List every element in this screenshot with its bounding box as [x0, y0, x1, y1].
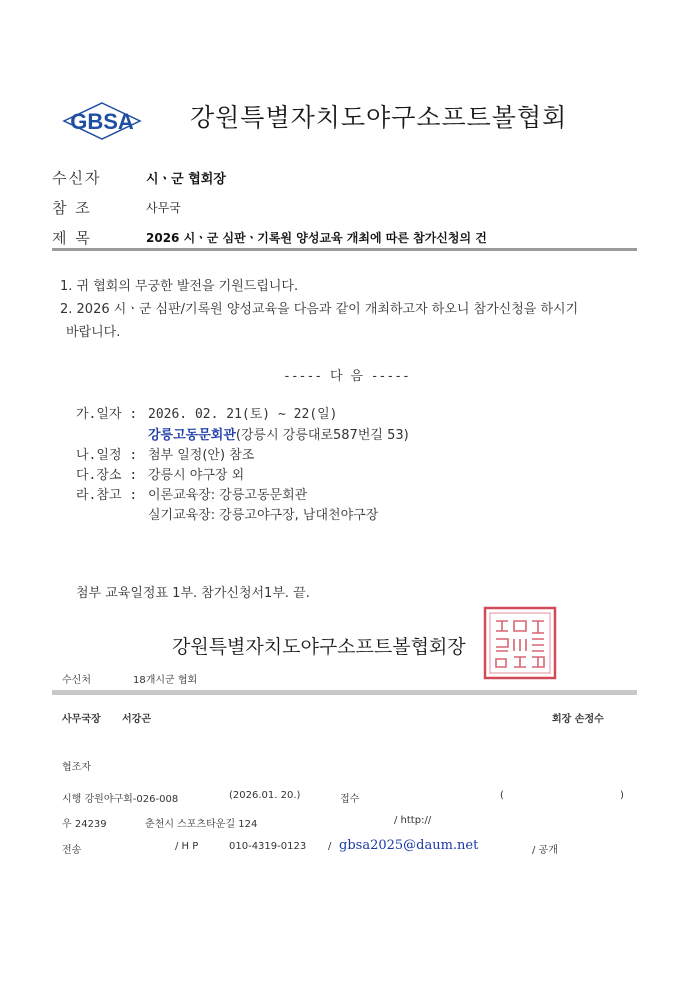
receipt-open: ( — [500, 790, 504, 801]
email-link[interactable]: gbsa2025@daum.net — [339, 838, 479, 853]
public-label: / 공개 — [532, 845, 558, 856]
dest-value: 18개시군 협회 — [133, 675, 198, 686]
header-divider — [52, 248, 637, 251]
schedule-value: 첨부 일정(안) 참조 — [148, 448, 255, 463]
schedule-label: 나.일정 : — [76, 448, 138, 463]
venue-address: (강릉시 강릉대로587번길 53) — [235, 428, 409, 443]
date-value: 2026. 02. 21(토) ~ 22(일) — [148, 407, 338, 422]
enforcement-date: (2026.01. 20.) — [229, 790, 301, 801]
enforcement: 시행 강원야구회-026-008 — [62, 794, 179, 805]
president: 회장 손정수 — [552, 714, 604, 725]
subject-label: 제 목 — [52, 229, 92, 247]
reference-label: 참 조 — [52, 199, 92, 217]
sender-title: 강원특별자치도야구소프트볼협회장 — [172, 636, 466, 658]
venue-name: 강릉고동문회관 — [148, 428, 236, 443]
body-line-2: 2. 2026 시ㆍ군 심판/기록원 양성교육을 다음과 같이 개최하고자 하오니 참가신청을 하시기 — [60, 302, 579, 317]
cooperator-label: 협조자 — [62, 762, 91, 773]
body-line-2-cont: 바랍니다. — [66, 325, 121, 340]
hp-label: / H P — [175, 841, 199, 852]
separator: ----- 다 음 ----- — [283, 369, 410, 384]
svg-text:GBSA: GBSA — [70, 109, 134, 134]
note-label: 라.참고 : — [76, 488, 138, 503]
phone: 010-4319-0123 — [229, 841, 307, 852]
receipt-label: 접수 — [340, 794, 360, 805]
org-title: 강원특별자치도야구소프트볼협회 — [190, 103, 568, 132]
recipient-label: 수신자 — [52, 169, 102, 187]
date-label: 가.일자 : — [76, 407, 138, 422]
receipt-close: ) — [620, 790, 624, 801]
subject-value: 2026 시ㆍ군 심판ㆍ기록원 양성교육 개최에 따른 참가신청의 건 — [146, 231, 487, 245]
dest-label: 수신처 — [62, 675, 91, 686]
official-seal — [482, 605, 558, 681]
attachment-line: 첨부 교육일정표 1부. 참가신청서1부. 끝. — [76, 586, 310, 601]
secretary-name: 서강곤 — [122, 714, 151, 725]
email-separator: / — [328, 841, 332, 852]
reference-value: 사무국 — [146, 201, 181, 215]
secretary-label: 사무국장 — [62, 714, 101, 725]
footer-divider — [52, 690, 637, 695]
transmission-label: 전송 — [62, 845, 82, 856]
recipient-value: 시ㆍ군 협회장 — [146, 172, 226, 187]
place-label: 다.장소 : — [76, 468, 138, 483]
note-value-1: 이론교육장: 강릉고동문회관 — [148, 488, 308, 503]
postal-code: 우 24239 — [62, 819, 107, 830]
note-value-2: 실기교육장: 강릉고야구장, 남대천야구장 — [148, 508, 379, 523]
gbsa-logo — [62, 101, 142, 141]
body-line-1: 1. 귀 협회의 무궁한 발전을 기원드립니다. — [60, 279, 299, 294]
place-value: 강릉시 야구장 외 — [148, 468, 245, 483]
address: 춘천시 스포츠타운길 124 — [145, 819, 258, 830]
http-label: / http:// — [394, 815, 432, 826]
venue-line — [148, 424, 409, 443]
